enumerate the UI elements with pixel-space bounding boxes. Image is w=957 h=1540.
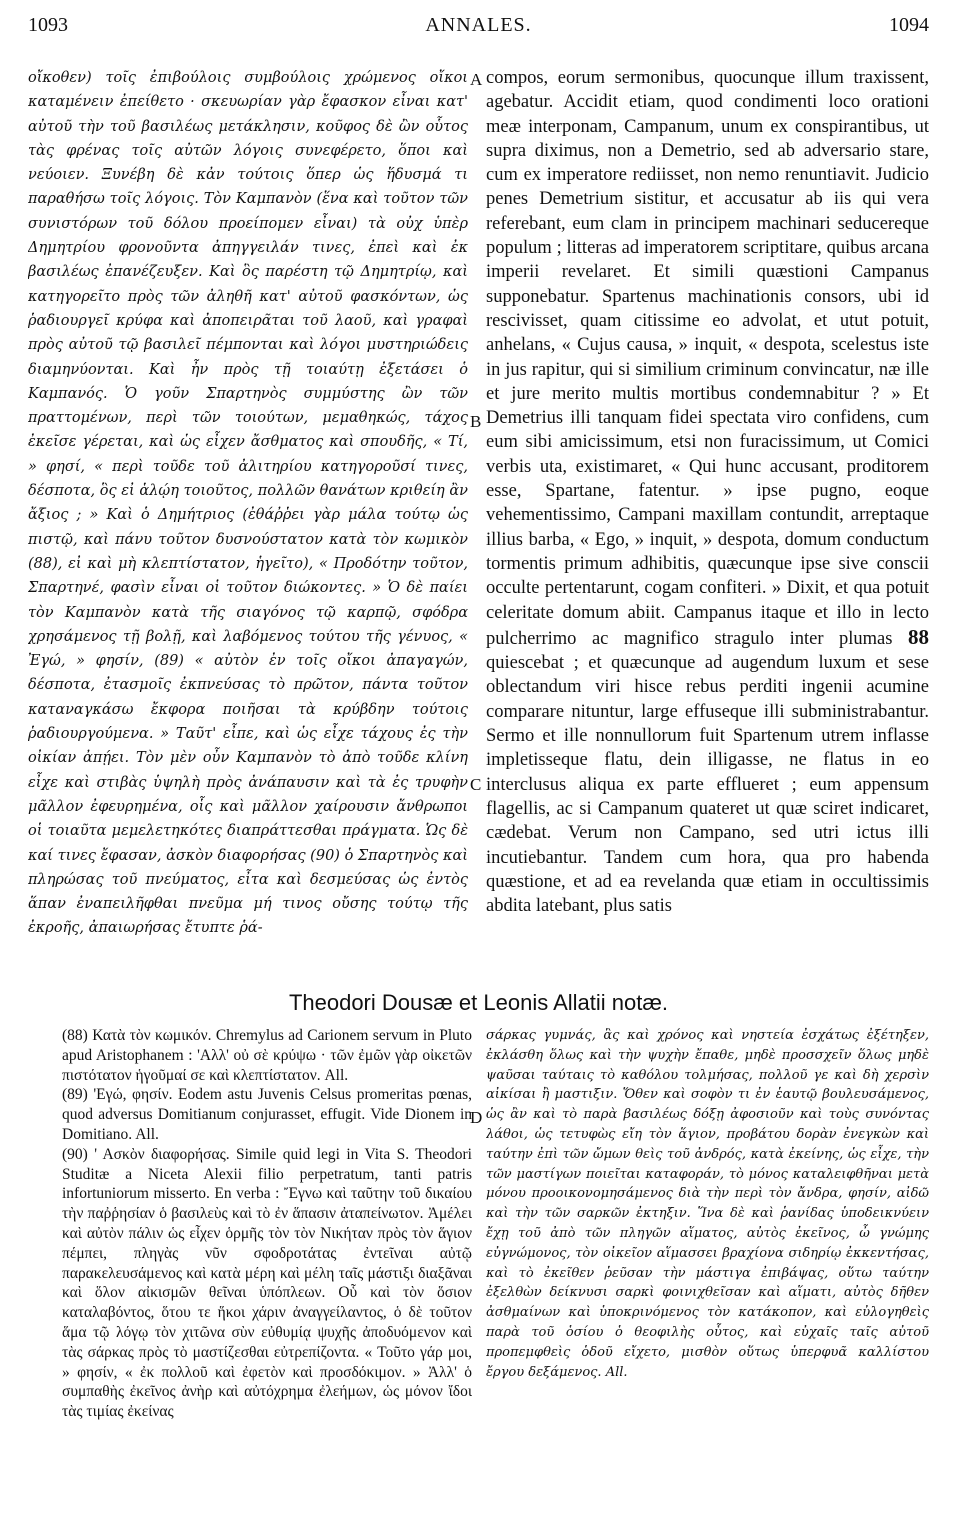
latin-text-part-2: quiescebat ; et quæcunque ad augendum luxum et sese oblectandum viri hisce rebus perditi ingenii acumine comparare nituntur, large effuseque illi subministrabantur. Sermo et ille nonnullorum fuit Spartenum utrem inflasse impletisseque flatu, dein illigasse, ne flatus in eo interclusus aliqua ex parte efflueret ; eum appensum flagellis, ac si Campanum quateret ut quæ sciret indicaret, cædebat. Verum non Campano, sed utri ictus illi incutiebantur. Tandem cum hora, qua pro habenda quæstione, et ad ea revelanda quæ etiam in occultissimis abdita latebant, plus satis bbox=[486, 653, 929, 917]
latin-text-part-1: compos, eorum sermonibus, quocunque illum traxissent, agebatur. Accidit etiam, quod condimenti loco orationi meæ interponam, Campanum, unum ex conspirantibus, ut supra diximus, non a Demetrio, sed ab adversario stare, cum ex imperatore rediisset, non nemo renuntiavit. Judicio penes Demetrium sistitur, et accusatur ab iis qui vera referebant, eum clam in principem machinari seducereque populum ; litteras ad imperatorem scriptitare, quibus arcana imperii revelaret. Et simili quæstioni Campanus supponebatur. Spartenus machinationis consors, ubi id rescivisset, quam citissime eo advolat, et utut potuit, anhelans, « Cujus causa, » inquit, « despota, scelestus iste in jus rapitur, qui si similium criminum convincatur, næ ille et jure merito multis mortibus condemnabitur ? » Et Demetrius illi tanquam fidei spectata viro confidens, cum eum sibi amicissimum, etsi non furacissimum, ut Comici verbis uta, existimaret, « Qui hunc accusant, proditorem esse, Spartane, fatentur. » ipse pugno, eoque vehementissimo, Campani maxillam contundit, arreptaque illius barba, « Ego, » inquit, » despota, domum conductum tormentis primum adhibitis, quæcunque ipse sive conscii occulte pertentarunt, cogam confiteri. » Dixit, et qua potuit celeritate domum abiit. Campanus itaque et illo in lecto pulcherrimo ac magnifico stragulo inter plumas bbox=[486, 68, 929, 649]
margin-letter-d: D bbox=[470, 1108, 483, 1127]
latin-paragraph bbox=[486, 66, 929, 918]
greek-text-column bbox=[28, 66, 468, 986]
notes-left-column bbox=[62, 1026, 472, 1516]
running-title: ANNALES. bbox=[425, 14, 532, 36]
notes-heading: Theodori Dousæ et Leonis Allatii notæ. bbox=[288, 990, 669, 1015]
margin-letter-b: B bbox=[470, 412, 482, 431]
note-90: (90) ' Ασκὸν διαφορήσας. Simile quid legi in Vita S. Theodori Studitæ a Niceta Alexii filio perpetratum, tanti patris infortuniorum misserto. En verba : Ἔγνω καὶ ταῦτην τοῦ δικαίου τὴν παῤῥησίαν ὁ βασιλεὺς καὶ τὸ ἐν ἅπασιν ἀταπείνωτον. Ἀμέλει καὶ αὐτὸν πάλιν ὡς εἶχεν ὁρμῆς τὸν τὸν Νικήταν πρὸς τὸν ἅγιον πέμπει, πληγὰς νῦν σφοδροτάτας ἐντεῖναι αὐτῷ παρακελευσάμενος καὶ κατὰ μέρη καὶ μέλη ταῖς μάστιξι διαξᾶναι καὶ ὅλον αἰκισμῶν θεῖναι ὑπόπλεων. Οὗ καὶ τὸν ὅσιον καταλαβόντος, ὅτου τε ἥκοι χάριν ἀναγγείλαντος, ὁ δὲ τοῦτον ἅμα τῷ λόγῳ τὸν χιτῶνα σὺν εὐθυμίᾳ ψυχῆς ἀποδυόμενον καὶ τὰς σάρκας πρὸς τὸ μαστίζεσθαι εὐτρεπίζοντα. « Τοῦτο γάρ μοι, » φησίν, « ἐκ πολλοῦ καὶ ἐφετὸν καὶ προσδόκιμον. » Ἀλλ' ὁ συμπαθὴς ἐκεῖνος ἀνὴρ καὶ αὐτόχρημα ἐλεήμων, ὡς μόνον ἴδοι τὰς τιμίας ἐκείνας bbox=[62, 1145, 472, 1421]
note-89: (89) 'Εγώ, φησίν. Eodem astu Juvenis Celsus promeritas pœnas, quod adversus Domitianum conjurasset, effugit. Vide Dionem in Domitiano. All. bbox=[62, 1086, 472, 1143]
page-header bbox=[28, 14, 929, 40]
margin-letter-a: A bbox=[470, 70, 483, 89]
margin-letter-c: C bbox=[470, 775, 482, 794]
note-marker-88: 88 bbox=[908, 624, 929, 649]
page-number-left: 1093 bbox=[28, 14, 68, 36]
page-number-right: 1094 bbox=[889, 14, 929, 36]
note-90-continuation: σάρκας γυμνάς, ἃς καὶ χρόνος καὶ νηστεία ἐσχάτως ἐξέτηξεν, ἐκλάσθη ὅλως καὶ τὴν ψυχὴν ἔπαθε, μηδὲ προσσχεῖν ὅλως μηδὲ ψαῦσαι ταύταις τὸ καθόλου τολμήσας, πολλοῦ γε καὶ δὴ χερσὶν αἰκίσαι ἢ μαστιξιν. Ὅθεν καὶ σοφὸν τι ἐν ἑαυτῷ βουλευσάμενος, ὡς ἂν καὶ τὸ παρὰ βασιλέως δόξῃ ἀφοσιοῦν καὶ τοὺς συνόντας λάθοι, ὡς τετυφὼς εἴη τὸν ἅγιον, προβάτου δορὰν ἐνεγκὼν καὶ ταύτην ἐπὶ τῶν ὤμων θεὶς τοῦ ἀνδρός, κατὰ ἐκείνης, ὡς εἶχε, τὴν τῶν μαστίγων ποιεῖται καταφοράν, τὸ μόνος καταλειφθῆναι μετὰ μόνου προοικονομησάμενος διὰ τὴν περὶ τὸν ἄνδρα, φησίν, αἰδῶ καὶ τὴν τῶν σαρκῶν ἐκτηξιν. Ἵνα δὲ καὶ ῥανίδας ὑποδεικνύειν ἔχῃ τοῦ ἀπὸ τῶν πληγῶν αἵματος, αὐτὸς ἐκεῖνος, ὦ γνώμης εὐγνώμονος, τὸν οἰκεῖον αἵμασσει βραχίονα σιδηρίῳ ἐκκεντήσας, καὶ τὸ ἐκεῖθεν ῥεῦσαν τὴν μάστιγα ἐπιβάψας, οὕτω ταύτην ἐξελθὼν δείκνυσι σαρκὶ φοινιχθεῖσαν καὶ αἵματι, αὐτὸς δῆθεν ἀσθμαίνων καὶ ὑποκρινόμενος τὸν κατάκοπον, καὶ εὐλογηθεὶς παρὰ τοῦ ὁσίου ὁ θεοφιλὴς οὗτος, καὶ εὐχαῖς ταῖς αὐτοῦ προπεμφθεὶς ὁδοῦ εἴχετο, μισθὸν οὕτως ὑπερφυᾶ καλλίστου ἔργου δεξάμενος. All. bbox=[486, 1028, 929, 1380]
greek-paragraph: οἴκοθεν) τοῖς ἐπιβούλοις συμβούλοις χρώμενος οἴκοι καταμένειν ἐπείθετο · σκευωρίαν γὰρ ἔφασκον εἶναι κατ' αὐτοῦ τὴν τοῦ βασιλέως μετάκλησιν, κοῦφος δὲ ὢν οὗτος τὰς φρένας τοῖς αὐτῶν λόγοις συνεφέρετο, ὅποι καὶ νεύοιεν. Ξυνέβη δὲ κἀν τούτοις ὅπερ ὡς ἥδυσμά τι παραθήσω τοῖς λόγοις. Τὸν Καμπανὸν (ἕνα καὶ τοῦτον τῶν συνιστόρων τοῦ δόλου προείπομεν εἶναι) τὰ οὐχ ὑπὲρ Δημητρίου φρονοῦντα ἀπηγγειλάν τινες, ἐπεὶ καὶ ἐκ βασιλέως ἐπανέζευξεν. Καὶ ὃς παρέστη τῷ Δημητρίῳ, καὶ κατηγορεῖτο πρὸς τῶν ἀληθῆ κατ' αὐτοῦ φασκόντων, ὡς ῥαδιουργεῖ κρύφα καὶ ἀποπειρᾶται τοῦ λαοῦ, καὶ γραφαὶ πρὸς αὐτοῦ τῷ βασιλεῖ πέμπονται καὶ λόγοι μυστηριώδεις διαμηνύονται. Καὶ ἦν πρὸς τῇ τοιαύτῃ ἐξετάσει ὁ Καμπανός. Ὁ γοῦν Σπαρτηνὸς συμμύστης ὢν τῶν πραττομένων, περὶ τῶν τοιούτων, μεμαθηκώς, τάχος ἐκεῖσε γέρεται, καὶ ὡς εἶχεν ἄσθματος καὶ σπουδῆς, « Τί, » φησί, « περὶ τοῦδε τοῦ ἀλιτηρίου κατηγοροῦσί τινες, δέσποτα, ὃς εἰ ἁλῴη τοιοῦτος, πολλῶν θανάτων κριθείη ἂν ἄξιος ; » Καὶ ὁ Δημήτριος (ἐθάῤῥει γὰρ μάλα τούτῳ ὡς πιστῷ, καὶ πάνυ τοῦτον δυσνούστατον κατὰ τὸν κωμικὸν (88), εἰ καὶ μὴ κλεπτίστατον, ἡγεῖτο), « Προδότην τοῦτον, Σπαρτηνέ, φασὶν εἶναι οἱ τοῦτον διώκοντες. » Ὁ δὲ παίει τὸν Καμπανὸν κατὰ τῆς σιαγόνος τῷ καρπῷ, σφόδρα χρησάμενος τῇ βολῇ, καὶ λαβόμενος τούτου τῆς γένυος, « Ἐγώ, » φησίν, (89) « αὐτὸν ἐν τοῖς οἴκοι ἀπαγαγών, δέσποτα, ἐτασμοῖς ἐκπνεύσας τὸ πρῶτον, πάντα τοῦτον καταναγκάσω ἔκφορα ποιῆσαι τὰ κρύβδην τούτοις ῥαδιουργούμενα. » Ταῦτ' εἶπε, καὶ ὡς εἶχε τάχους ἐς τὴν οἰκίαν ἀπῄει. Τὸν μὲν οὖν Καμπανὸν τὸ ἀπὸ τοῦδε κλίνη εἶχε καὶ στιβὰς ὑψηλὴ πρὸς ἀνάπαυσιν καὶ τὰ ἐς τρυφὴν μᾶλλον ἐφευρημένα, οἷς καὶ μᾶλλον χαίρουσιν ἄνθρωποι οἱ τοιαῦτα μεμελετηκότες διαπράττεσθαι πράγματα. Ὡς δὲ καί τινες ἔφασαν, ἀσκὸν διαφορήσας (90) ὁ Σπαρτηνὸς καὶ πληρώσας τοῦ πνεύματος, εἶτα καὶ δεσμεύσας ὡς ἐντὸς ἅπαν ἐναπειλῆφθαι πνεῦμα μή τινος οὔσης τούτῳ τῆς ἐκροῆς, ἀπαιωρήσας ἔτυπτε ῥά- bbox=[28, 70, 468, 937]
notes-right-column bbox=[486, 1026, 929, 1516]
note-88: (88) Κατὰ τὸν κωμικόν. Chremylus ad Carionem servum in Pluto apud Aristophanem : 'Αλλ' οὐ σὲ κρύψω · τῶν ἐμῶν γὰρ οἰκετῶν πιστότατον ἡγοῦμαί σε καὶ κλεπτίστατον. All. bbox=[62, 1027, 472, 1084]
latin-text-column bbox=[486, 66, 929, 986]
